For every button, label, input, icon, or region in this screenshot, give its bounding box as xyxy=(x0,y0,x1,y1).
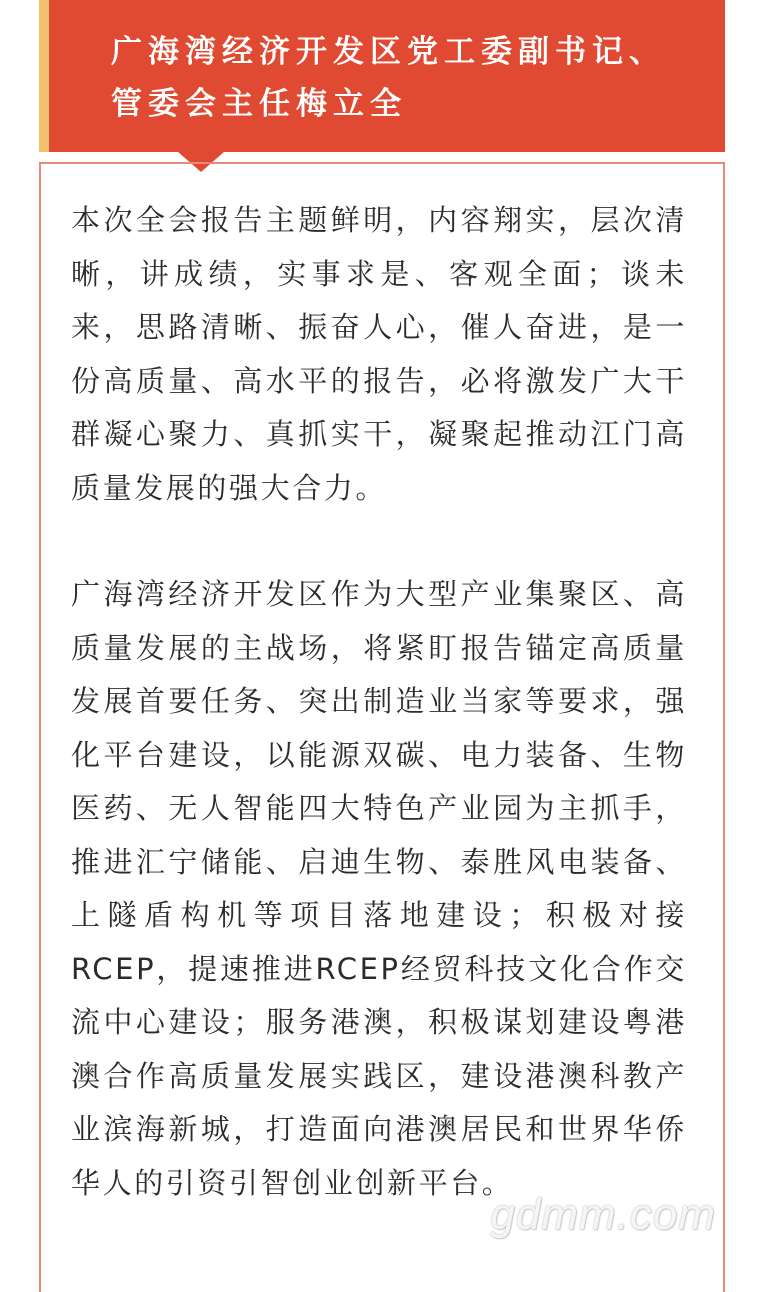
title-banner xyxy=(49,0,725,152)
paragraph-2: 广海湾经济开发区作为大型产业集聚区、高质量发展的主战场，将紧盯报告锚定高质量发展首要任务、突出制造业当家等要求，强化平台建设，以能源双碳、电力装备、生物医药、无人智能四大特色产业园为主抓手，推进汇宁储能、启迪生物、泰胜风电装备、上隧盾构机等项目落地建设；积极对接RCEP，提速推进RCEP经贸科技文化合作交流中心建设；服务港澳，积极谋划建设粤港澳合作高质量发展实践区，建设港澳科教产业滨海新城，打造面向港澳居民和世界华侨华人的引资引智创业创新平台。 xyxy=(71,577,687,1200)
header-accent-bar xyxy=(39,0,49,152)
quote-box xyxy=(39,162,725,1292)
paragraph-1: 本次全会报告主题鲜明，内容翔实，层次清晰，讲成绩，实事求是、客观全面；谈未来，思路清晰、振奋人心，催人奋进，是一份高质量、高水平的报告，必将激发广大干群凝心聚力、真抓实干，凝聚起推动江门高质量发展的强大合力。 xyxy=(71,203,687,505)
site-watermark: gdmm.com xyxy=(490,1190,716,1239)
speaker-title: 广海湾经济开发区党工委副书记、管委会主任梅立全 xyxy=(111,34,666,122)
